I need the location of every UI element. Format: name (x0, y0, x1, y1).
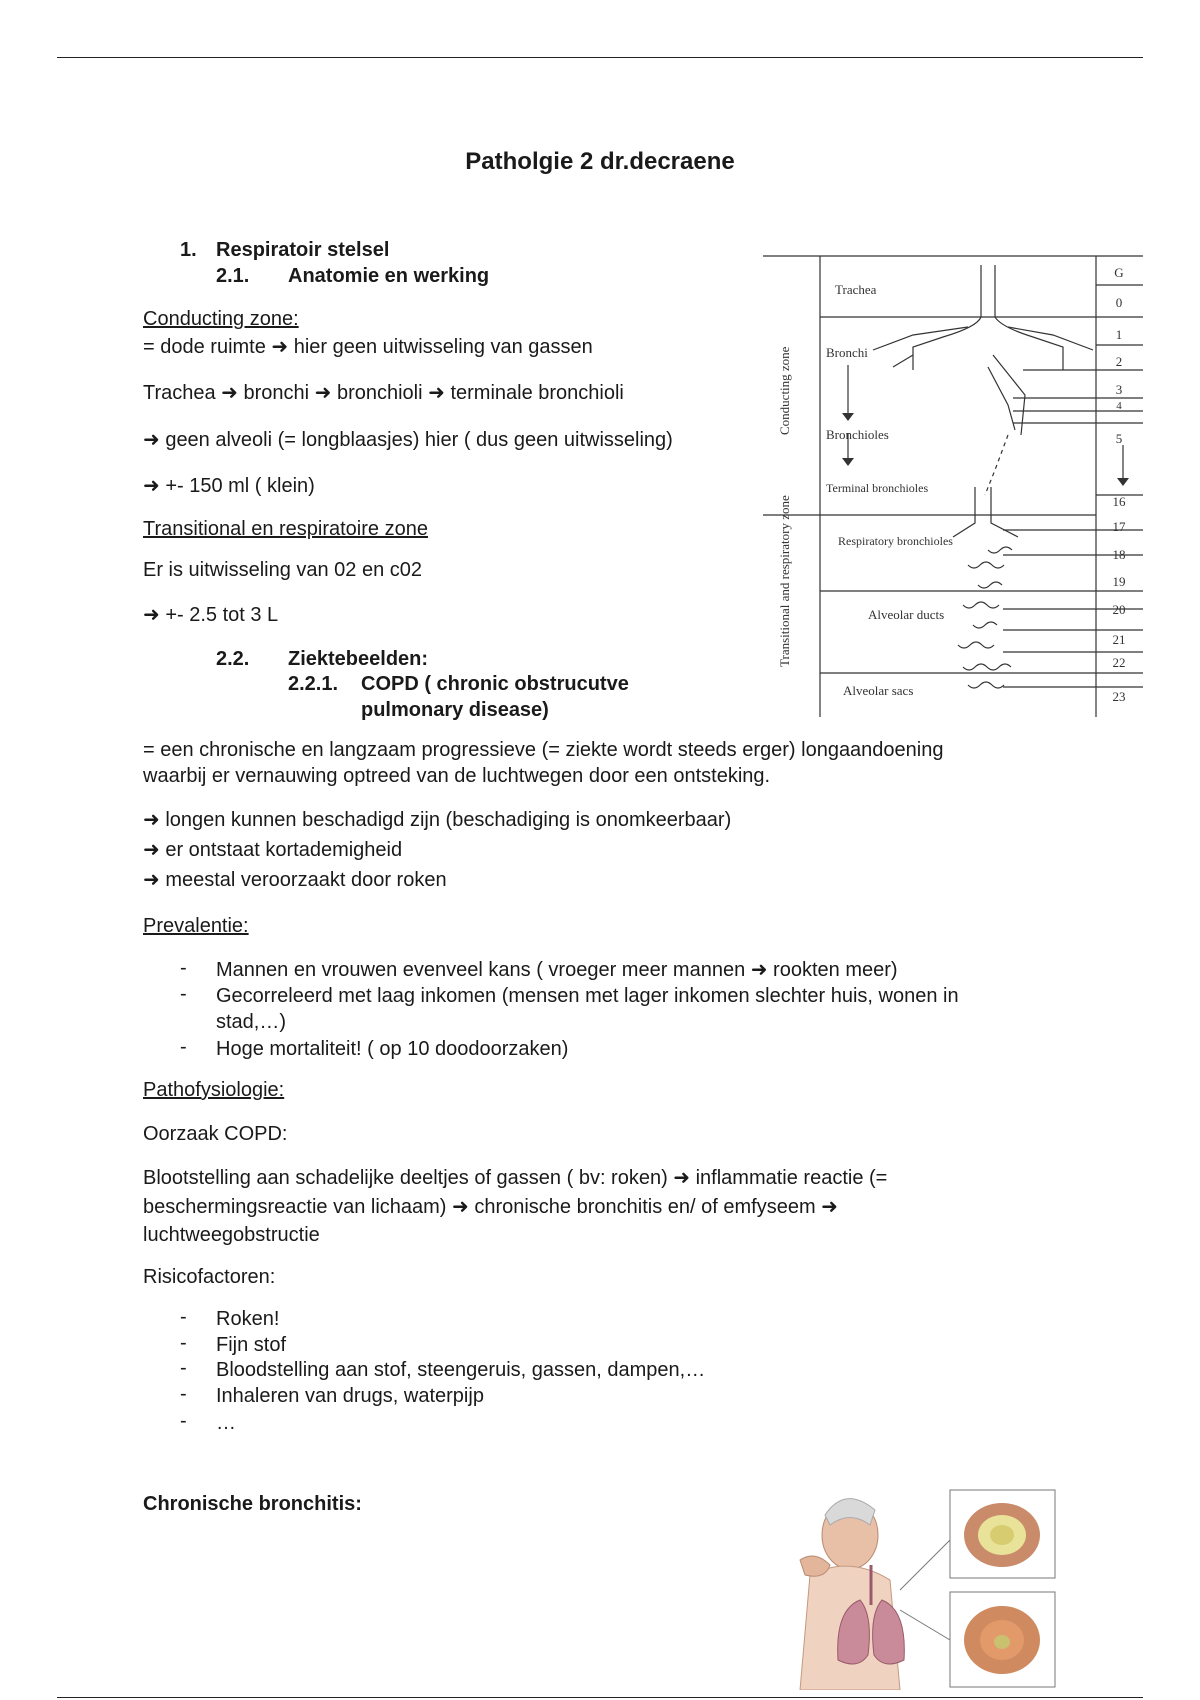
heading-2-2-number: 2.2. (216, 648, 250, 670)
generation-number: 17 (1112, 519, 1126, 534)
heading-2-1-number: 2.1. (216, 265, 250, 287)
copd-definition-line2: waarbij er vernauwing optreed van de luchtwegen door een ontsteking. (143, 765, 771, 787)
risk-item: … (216, 1412, 236, 1434)
list-bullet: - (180, 1383, 187, 1405)
conducting-note-alveoli: ➜ geen alveoli (= longblaasjes) hier ( dus geen uitwisseling) (143, 429, 673, 451)
conducting-zone-definition: = dode ruimte ➜ hier geen uitwisseling van gassen (143, 336, 593, 358)
heading-2-2-1-line2: pulmonary disease) (361, 699, 549, 721)
label-bronchi: Bronchi (826, 345, 868, 360)
list-bullet: - (180, 1357, 187, 1379)
list-bullet: - (180, 1036, 187, 1058)
list-bullet: - (180, 1306, 187, 1328)
zone-label-transitional: Transitional and respiratory zone (777, 495, 792, 667)
copd-point: ➜ meestal veroorzaakt door roken (143, 869, 447, 891)
label-respiratory-bronchioles: Respiratory bronchioles (838, 534, 953, 548)
generation-number: 18 (1112, 547, 1126, 562)
heading-1-number: 1. (180, 239, 197, 261)
list-bullet: - (180, 1332, 187, 1354)
transitional-zone-definition: Er is uitwisseling van 02 en c02 (143, 559, 423, 581)
generation-number: 23 (1112, 689, 1126, 704)
cause-line2: beschermingsreactie van lichaam) ➜ chronische bronchitis en/ of emfyseem ➜ (143, 1196, 838, 1218)
zone-label-conducting: Conducting zone (777, 346, 792, 435)
risk-item: Fijn stof (216, 1334, 287, 1356)
risk-item: Roken! (216, 1308, 280, 1330)
column-header-g: G (1114, 265, 1124, 280)
heading-1: Respiratoir stelsel (216, 239, 390, 261)
conducting-note-volume: ➜ +- 150 ml ( klein) (143, 475, 315, 497)
generation-number: 16 (1112, 494, 1126, 509)
prevalentie-item: Mannen en vrouwen evenveel kans ( vroeger meer mannen ➜ rookten meer) (216, 959, 898, 981)
generation-number: 5 (1115, 431, 1123, 446)
airway-path: Trachea ➜ bronchi ➜ bronchioli ➜ terminale bronchioli (143, 382, 624, 404)
generation-number: 22 (1112, 655, 1126, 670)
conducting-zone-heading: Conducting zone: (143, 308, 299, 330)
prevalentie-item: Gecorreleerd met laag inkomen (mensen met lager inkomen slechter huis, wonen in (216, 985, 959, 1007)
generation-number: 19 (1112, 574, 1126, 589)
bottom-rule (57, 1697, 1143, 1698)
copd-point: ➜ er ontstaat kortademigheid (143, 839, 403, 861)
copd-definition-line1: = een chronische en langzaam progressieve (= ziekte wordt steeds erger) longaandoening (143, 739, 944, 761)
heading-2-2: Ziektebeelden: (288, 648, 429, 670)
generation-number: 21 (1112, 632, 1126, 647)
copd-point: ➜ longen kunnen beschadigd zijn (beschadiging is onomkeerbaar) (143, 809, 732, 831)
pathofysiologie-heading: Pathofysiologie: (143, 1079, 285, 1101)
heading-2-2-1-number: 2.2.1. (288, 673, 339, 695)
bronchitis-illustration (790, 1480, 1060, 1690)
page-title: Patholgie 2 dr.decraene (465, 148, 735, 175)
heading-2-1: Anatomie en werking (288, 265, 490, 287)
label-terminal-bronchioles: Terminal bronchioles (826, 481, 929, 495)
list-bullet: - (180, 983, 187, 1005)
generation-number: 1 (1115, 327, 1123, 342)
risk-item: Bloodstelling aan stof, steengeruis, gassen, dampen,… (216, 1359, 706, 1381)
transitional-zone-volume: ➜ +- 2.5 tot 3 L (143, 604, 279, 626)
prevalentie-heading: Prevalentie: (143, 915, 249, 937)
top-rule (57, 57, 1143, 58)
generation-number: 20 (1112, 602, 1126, 617)
generation-number: 2 (1115, 354, 1123, 369)
cause-line3: luchtweegobstructie (143, 1224, 320, 1246)
label-alveolar-sacs: Alveolar sacs (843, 683, 914, 698)
label-alveolar-ducts: Alveolar ducts (868, 607, 945, 622)
prevalentie-item-continuation: stad,…) (216, 1011, 287, 1033)
generation-number: 4 (1116, 400, 1122, 412)
generation-number: 3 (1115, 382, 1123, 397)
label-bronchioles: Bronchioles (826, 427, 889, 442)
generation-number: 0 (1115, 295, 1123, 310)
prevalentie-item: Hoge mortaliteit! ( op 10 doodoorzaken) (216, 1038, 569, 1060)
cause-label: Oorzaak COPD: (143, 1123, 288, 1145)
airway-diagram (763, 255, 1143, 717)
chronische-bronchitis-heading: Chronische bronchitis: (143, 1493, 362, 1515)
risk-label: Risicofactoren: (143, 1266, 276, 1288)
transitional-zone-heading: Transitional en respiratoire zone (143, 518, 428, 540)
list-bullet: - (180, 1410, 187, 1432)
heading-2-2-1-line1: COPD ( chronic obstrucutve (361, 673, 629, 695)
cause-line1: Blootstelling aan schadelijke deeltjes of gassen ( bv: roken) ➜ inflammatie reactie (= (143, 1167, 888, 1189)
label-trachea: Trachea (835, 282, 877, 297)
risk-item: Inhaleren van drugs, waterpijp (216, 1385, 484, 1407)
list-bullet: - (180, 957, 187, 979)
